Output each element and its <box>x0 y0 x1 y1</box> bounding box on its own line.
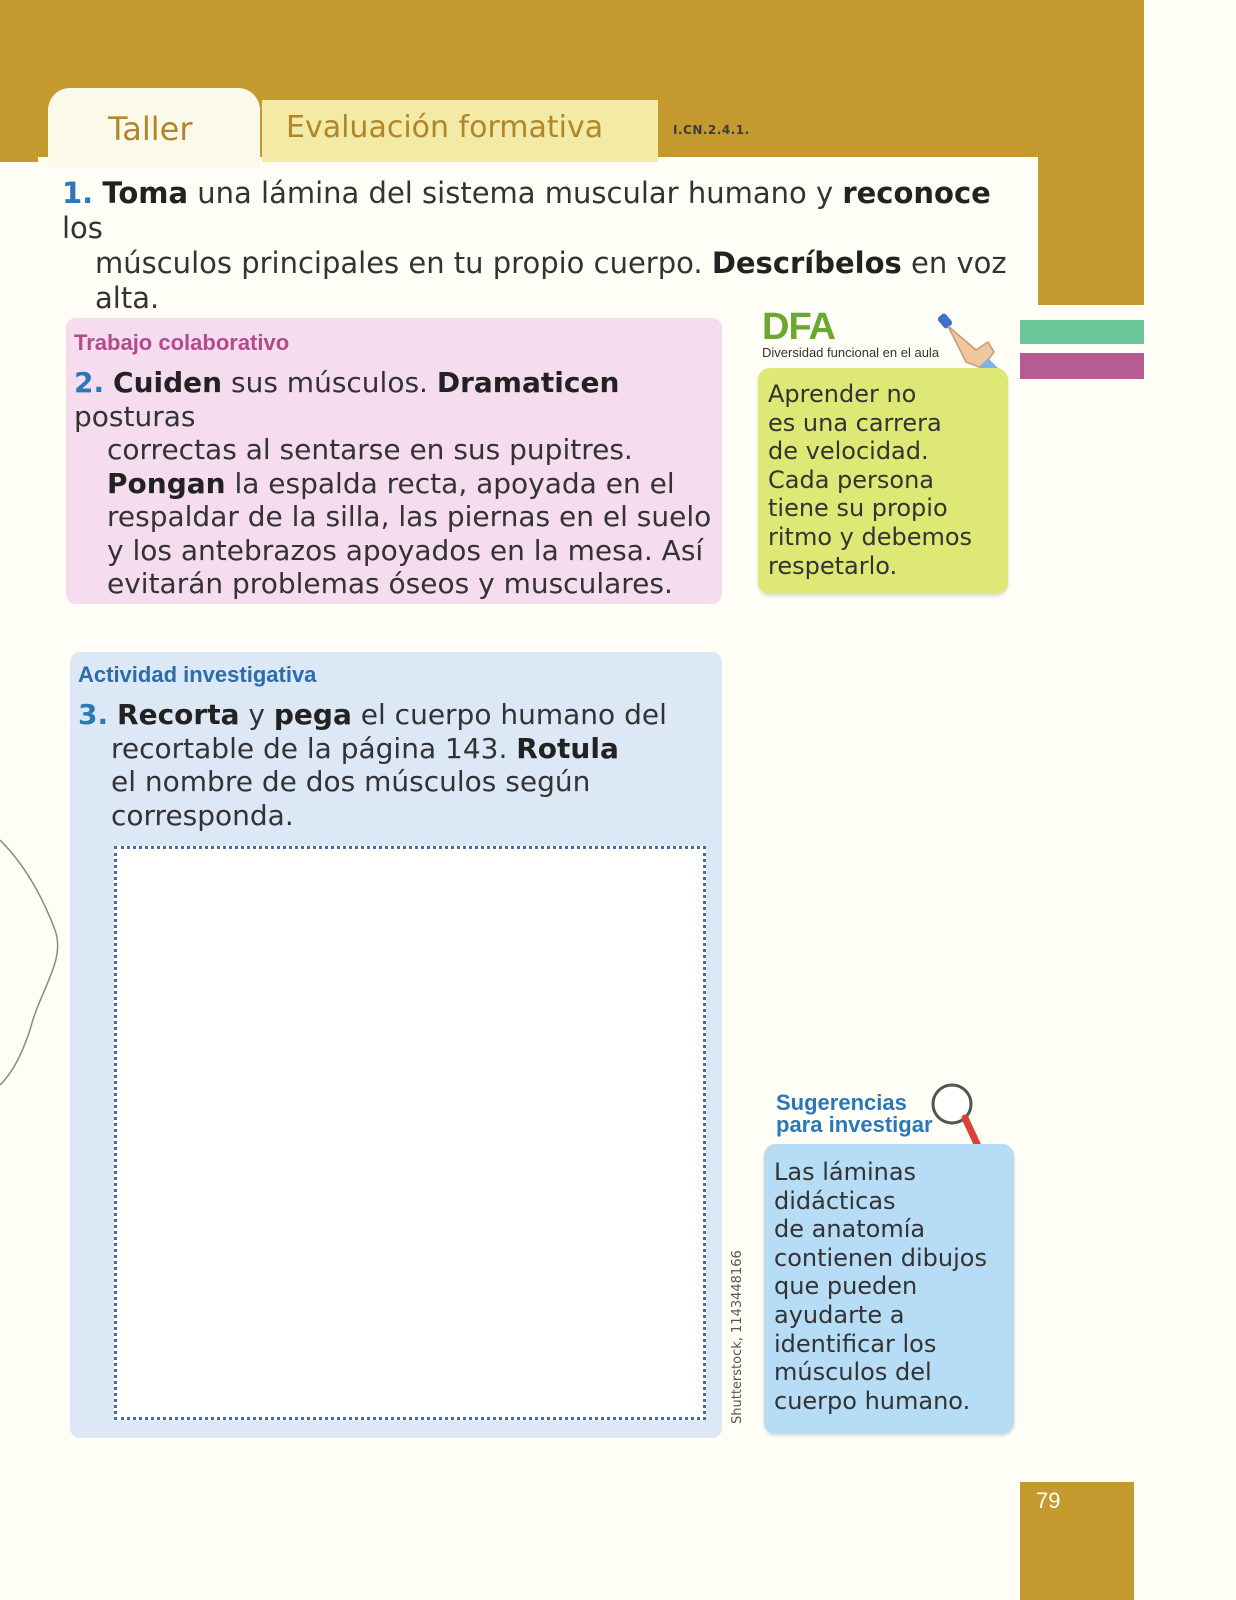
keyword: Descríbelos <box>711 246 902 280</box>
dfa-line: Aprender no <box>768 380 917 408</box>
green-stripe <box>1020 320 1144 344</box>
text: músculos principales en tu propio cuerpo. <box>95 246 712 280</box>
trabajo-colaborativo-label: Trabajo colaborativo <box>74 330 290 355</box>
keyword: Rotula <box>516 731 619 765</box>
text-line: evitarán problemas óseos y musculares. <box>107 567 673 600</box>
photo-credit: Shutterstock, 1143448166 <box>730 1250 745 1424</box>
dfa-line: es una carrera <box>768 408 942 437</box>
page-number: 79 <box>1036 1488 1061 1513</box>
text: y <box>239 698 274 731</box>
sugerencias-line: músculos del <box>774 1358 932 1387</box>
text-line: y los antebrazos apoyados en la mesa. Así <box>107 533 704 567</box>
text: el cuerpo humano del <box>351 698 667 731</box>
text-line: respaldar de la silla, las piernas en el suelo <box>107 500 712 533</box>
text: posturas <box>74 399 196 433</box>
keyword: reconoce <box>842 176 991 210</box>
text: una lámina del sistema muscular humano y <box>188 176 843 210</box>
keyword: Recorta <box>117 698 240 731</box>
dfa-title: DFA <box>762 306 835 348</box>
question-3 <box>78 698 718 832</box>
sugerencias-text <box>774 1158 1010 1415</box>
purple-stripe <box>1020 353 1144 379</box>
dfa-line: Cada persona <box>768 465 935 494</box>
tab-evaluacion-label: Evaluación formativa <box>286 110 604 145</box>
text: sus músculos. <box>222 366 437 399</box>
text: los <box>62 211 103 245</box>
side-band <box>1038 150 1144 305</box>
text: en voz alta. <box>95 246 1007 315</box>
torn-edge <box>0 800 70 1100</box>
sugerencias-line: de anatomía <box>774 1215 926 1244</box>
dfa-line: ritmo y debemos <box>768 522 973 551</box>
sugerencias-line: contienen dibujos <box>774 1243 987 1272</box>
sugerencias-title-line: para investigar <box>776 1112 933 1137</box>
tab-taller-label: Taller <box>108 110 193 148</box>
sugerencias-line: identificar los <box>774 1329 937 1358</box>
actividad-investigativa-label: Actividad investigativa <box>78 662 317 687</box>
tab-taller <box>48 88 260 168</box>
tab-evaluacion <box>262 100 658 162</box>
keyword: Dramaticen <box>436 366 620 399</box>
question-number: 2. <box>74 366 105 399</box>
question-number: 1. <box>62 176 94 210</box>
text-line: corresponda. <box>111 798 294 832</box>
question-2 <box>74 366 714 601</box>
dfa-line: tiene su propio <box>768 494 948 523</box>
paste-area[interactable] <box>114 846 706 1420</box>
sugerencias-line: Las láminas <box>774 1158 917 1186</box>
sugerencias-line: didácticas <box>774 1186 896 1215</box>
keyword: Toma <box>102 176 189 210</box>
text-line: el nombre de dos músculos según <box>111 765 591 798</box>
keyword: Cuiden <box>113 366 223 399</box>
text: la espalda recta, apoyada en el <box>225 466 675 500</box>
sugerencias-line: cuerpo humano. <box>774 1386 971 1415</box>
sugerencias-title <box>776 1092 933 1136</box>
dfa-subtitle: Diversidad funcional en el aula <box>762 345 940 360</box>
sugerencias-title-line: Sugerencias <box>776 1090 907 1115</box>
question-number: 3. <box>78 698 109 731</box>
keyword: Pongan <box>107 466 226 500</box>
dfa-line: de velocidad. <box>768 437 929 466</box>
keyword: pega <box>273 698 352 731</box>
dfa-text <box>768 380 1000 580</box>
magnifier-icon <box>928 1080 984 1154</box>
text: recortable de la página 143. <box>111 731 517 765</box>
indicator-code: I.CN.2.4.1. <box>673 123 750 137</box>
question-1 <box>62 176 1022 316</box>
dfa-line: respetarlo. <box>768 551 898 580</box>
text-line: correctas al sentarse en sus pupitres. <box>107 433 633 466</box>
sugerencias-line: que pueden <box>774 1272 918 1301</box>
sugerencias-line: ayudarte a <box>774 1300 905 1329</box>
